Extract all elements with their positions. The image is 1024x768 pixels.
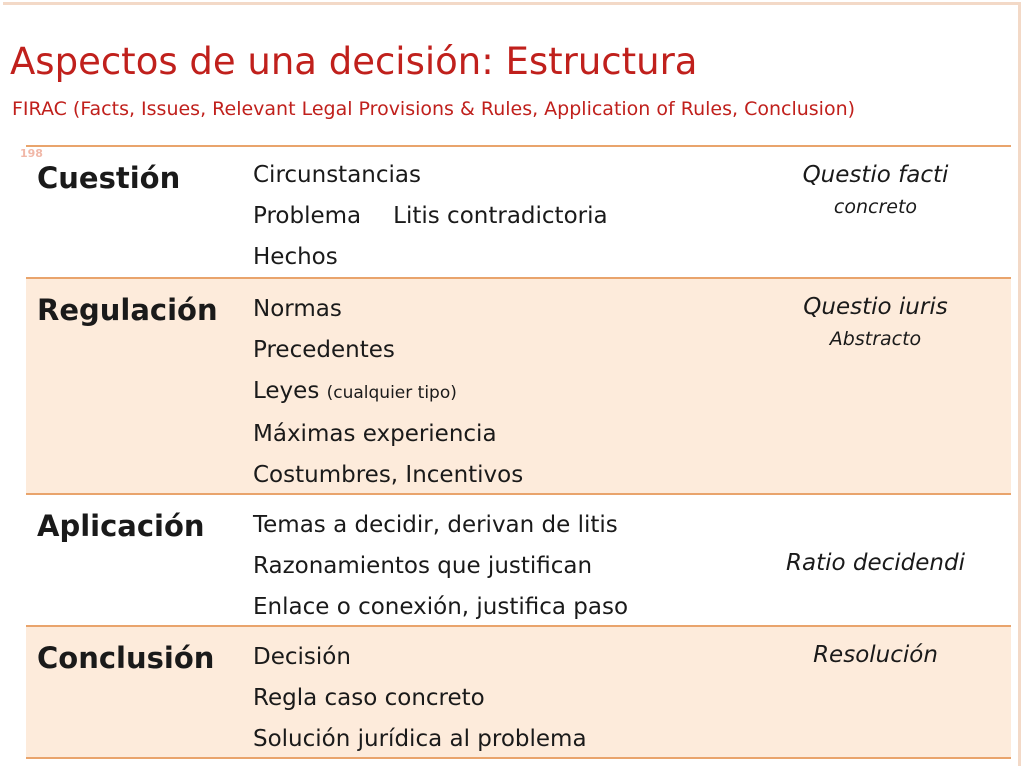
slide-number: 198 bbox=[20, 147, 43, 160]
category-main: Resolución bbox=[813, 642, 938, 668]
item bbox=[253, 196, 608, 237]
item-note: (cualquier tipo) bbox=[326, 383, 457, 403]
category-main: Ratio decidendi bbox=[786, 550, 965, 576]
table-row-regulacion bbox=[26, 277, 1011, 493]
slide-frame-right bbox=[1018, 2, 1021, 766]
item: Regla caso concreto bbox=[253, 685, 485, 711]
item: Solución jurídica al problema bbox=[253, 726, 587, 752]
item: Hechos bbox=[253, 244, 338, 270]
row-items bbox=[253, 289, 523, 496]
row-category bbox=[748, 289, 1003, 352]
item: Precedentes bbox=[253, 337, 395, 363]
item: Decisión bbox=[253, 644, 351, 670]
item bbox=[253, 371, 523, 414]
category-main: Questio iuris bbox=[803, 294, 948, 320]
row-category bbox=[748, 157, 1003, 220]
row-items bbox=[253, 637, 587, 760]
item: Costumbres, Incentivos bbox=[253, 462, 524, 488]
item-text: Litis contradictoria bbox=[393, 203, 608, 229]
row-label: Aplicación bbox=[37, 509, 205, 543]
row-label: Cuestión bbox=[37, 161, 181, 195]
row-items bbox=[253, 505, 628, 628]
item: Normas bbox=[253, 296, 342, 322]
category-sub: Abstracto bbox=[829, 328, 922, 350]
item-text: Leyes bbox=[253, 378, 320, 404]
slide-subtitle: FIRAC (Facts, Issues, Relevant Legal Provisions & Rules, Application of Rules, Conclusion) bbox=[12, 98, 856, 120]
table-row-conclusion bbox=[26, 625, 1011, 759]
item: Razonamientos que justifican bbox=[253, 553, 593, 579]
slide-title: Aspectos de una decisión: Estructura bbox=[10, 40, 698, 83]
item: Circunstancias bbox=[253, 162, 421, 188]
firac-table bbox=[26, 145, 1011, 759]
row-label: Regulación bbox=[37, 293, 218, 327]
table-row-cuestion bbox=[26, 145, 1011, 277]
item: Enlace o conexión, justifica paso bbox=[253, 594, 629, 620]
row-label: Conclusión bbox=[37, 641, 215, 675]
row-category bbox=[748, 545, 1003, 582]
slide-frame-top bbox=[3, 2, 1021, 5]
table-row-aplicacion bbox=[26, 493, 1011, 625]
category-main: Questio facti bbox=[802, 162, 949, 188]
item: Temas a decidir, derivan de litis bbox=[253, 512, 618, 538]
category-sub: concreto bbox=[833, 196, 918, 218]
item: Máximas experiencia bbox=[253, 421, 497, 447]
item-text: Problema bbox=[253, 203, 362, 229]
row-category bbox=[748, 637, 1003, 674]
row-items bbox=[253, 155, 608, 278]
